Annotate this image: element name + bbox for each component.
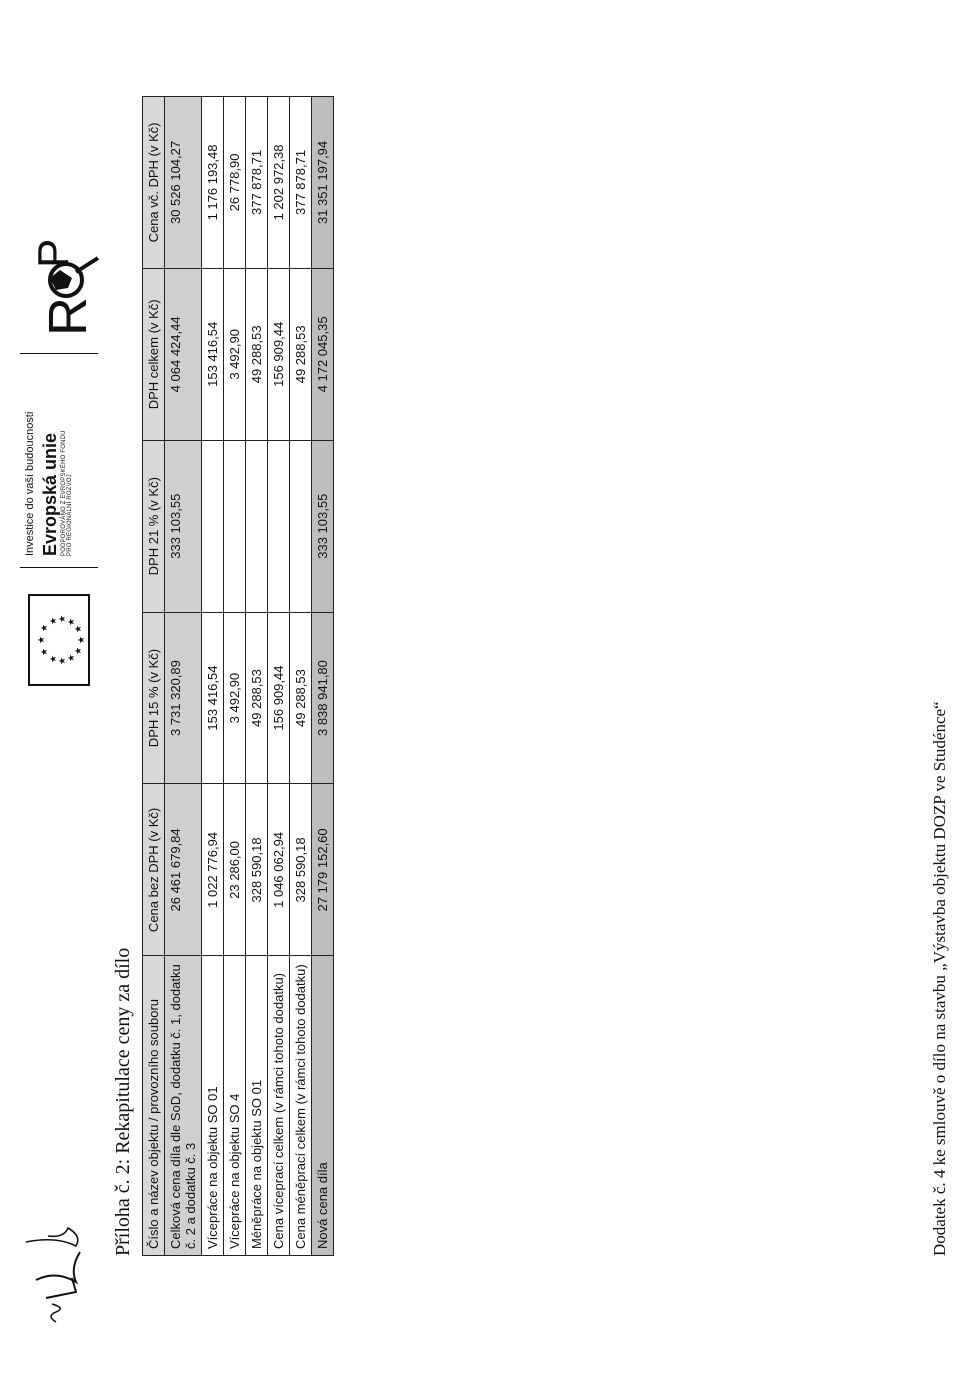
row-name: Vícepráce na objektu SO 4: [224, 956, 246, 1256]
eu-text-block: [24, 366, 73, 556]
eu-fund-line1: PODPOROVÁNO Z EVROPSKÉHO FONDU: [61, 430, 67, 556]
row-name: Cena méněprací celkem (v rámci tohoto dodatku): [290, 956, 312, 1256]
cell-price-incl: 377 878,71: [246, 97, 268, 269]
eu-flag-icon: [28, 594, 90, 686]
cell-vat15: 49 288,53: [290, 612, 312, 784]
cell-vat15: 156 909,44: [268, 612, 290, 784]
svg-text:★: ★: [36, 635, 46, 645]
table-header-row: [143, 97, 165, 1256]
cell-vat15: 3 731 320,89: [165, 612, 202, 784]
row-name: Vícepráce na objektu SO 01: [202, 956, 224, 1256]
cell-vat21: [268, 440, 290, 612]
eu-union-name: Evropská unie: [40, 432, 60, 556]
row-name: Cena víceprací celkem (v rámci tohoto dodatku): [268, 956, 290, 1256]
cell-price-excl: 27 179 152,60: [312, 784, 334, 956]
logo-divider: [20, 567, 98, 568]
header-price-excl: Cena bez DPH (v Kč): [143, 784, 165, 956]
table-row: [246, 97, 268, 1256]
page-title: Příloha č. 2: Rekapitulace ceny za dílo: [112, 947, 134, 1256]
cell-price-excl: 1 046 062,94: [268, 784, 290, 956]
svg-text:★: ★: [57, 656, 67, 666]
cell-vat21: [290, 440, 312, 612]
svg-text:★: ★: [39, 647, 49, 657]
footer-note: Dodatek č. 4 ke smlouvě o dílo na stavbu „Výstavba objektu DOZP ve Studénce“: [930, 701, 949, 1256]
row-name: Celková cena díla dle SoD, dodatku č. 1, dodatku č. 2 a dodatku č. 3: [165, 956, 202, 1256]
svg-text:P: P: [29, 238, 78, 268]
cell-vat-total: 153 416,54: [202, 268, 224, 440]
svg-text:★: ★: [73, 624, 83, 634]
header-price-incl: Cena vč. DPH (v Kč): [143, 97, 165, 269]
svg-text:★: ★: [57, 614, 67, 624]
cell-vat21: [224, 440, 246, 612]
cell-price-incl: 26 778,90: [224, 97, 246, 269]
svg-text:★: ★: [73, 646, 83, 656]
cell-vat-total: 156 909,44: [268, 268, 290, 440]
cell-vat15: 3 492,90: [224, 612, 246, 784]
header-vat-total: DPH celkem (v Kč): [143, 268, 165, 440]
header-logos: [16, 46, 112, 686]
cell-price-incl: 31 351 197,94: [312, 97, 334, 269]
table-row-total: [312, 97, 334, 1256]
cell-price-incl: 30 526 104,27: [165, 97, 202, 269]
cell-price-excl: 26 461 679,84: [165, 784, 202, 956]
cell-price-incl: 1 176 193,48: [202, 97, 224, 269]
cell-vat21: [202, 440, 224, 612]
header-vat15: DPH 15 % (v Kč): [143, 612, 165, 784]
cell-vat15: 49 288,53: [246, 612, 268, 784]
logo-divider: [20, 353, 98, 354]
svg-text:★: ★: [39, 623, 49, 633]
cell-price-excl: 328 590,18: [290, 784, 312, 956]
cell-vat-total: 49 288,53: [246, 268, 268, 440]
table-row: [268, 97, 290, 1256]
row-name: Méněpráce na objektu SO 01: [246, 956, 268, 1256]
cell-vat15: 153 416,54: [202, 612, 224, 784]
table-row: [202, 97, 224, 1256]
table-row: [224, 97, 246, 1256]
svg-text:★: ★: [48, 616, 58, 626]
price-recap-table: [142, 96, 334, 1256]
eu-fund-line2: PRO REGIONÁLNÍ ROZVOJ: [67, 474, 73, 556]
rop-logo-icon: [16, 228, 106, 338]
handwritten-signatures: [16, 1208, 106, 1328]
svg-text:★: ★: [66, 617, 76, 627]
svg-text:★: ★: [48, 654, 58, 664]
cell-vat21: 333 103,55: [312, 440, 334, 612]
cell-price-excl: 328 590,18: [246, 784, 268, 956]
cell-vat-total: 49 288,53: [290, 268, 312, 440]
cell-vat-total: 3 492,90: [224, 268, 246, 440]
table-row: [290, 97, 312, 1256]
cell-vat15: 3 838 941,80: [312, 612, 334, 784]
header-name: Číslo a název objektu / provozního souboru: [143, 956, 165, 1256]
cell-vat-total: 4 172 045,35: [312, 268, 334, 440]
header-vat21: DPH 21 % (v Kč): [143, 440, 165, 612]
svg-text:R: R: [38, 297, 98, 336]
cell-price-excl: 23 286,00: [224, 784, 246, 956]
cell-vat21: 333 103,55: [165, 440, 202, 612]
cell-price-excl: 1 022 776,94: [202, 784, 224, 956]
row-name: Nová cena díla: [312, 956, 334, 1256]
svg-text:★: ★: [76, 635, 86, 645]
table-row: [165, 97, 202, 1256]
eu-motto: Investice do vaší budoucnosti: [24, 411, 36, 556]
cell-vat21: [246, 440, 268, 612]
cell-price-incl: 377 878,71: [290, 97, 312, 269]
cell-vat-total: 4 064 424,44: [165, 268, 202, 440]
svg-text:★: ★: [66, 653, 76, 663]
cell-price-incl: 1 202 972,38: [268, 97, 290, 269]
